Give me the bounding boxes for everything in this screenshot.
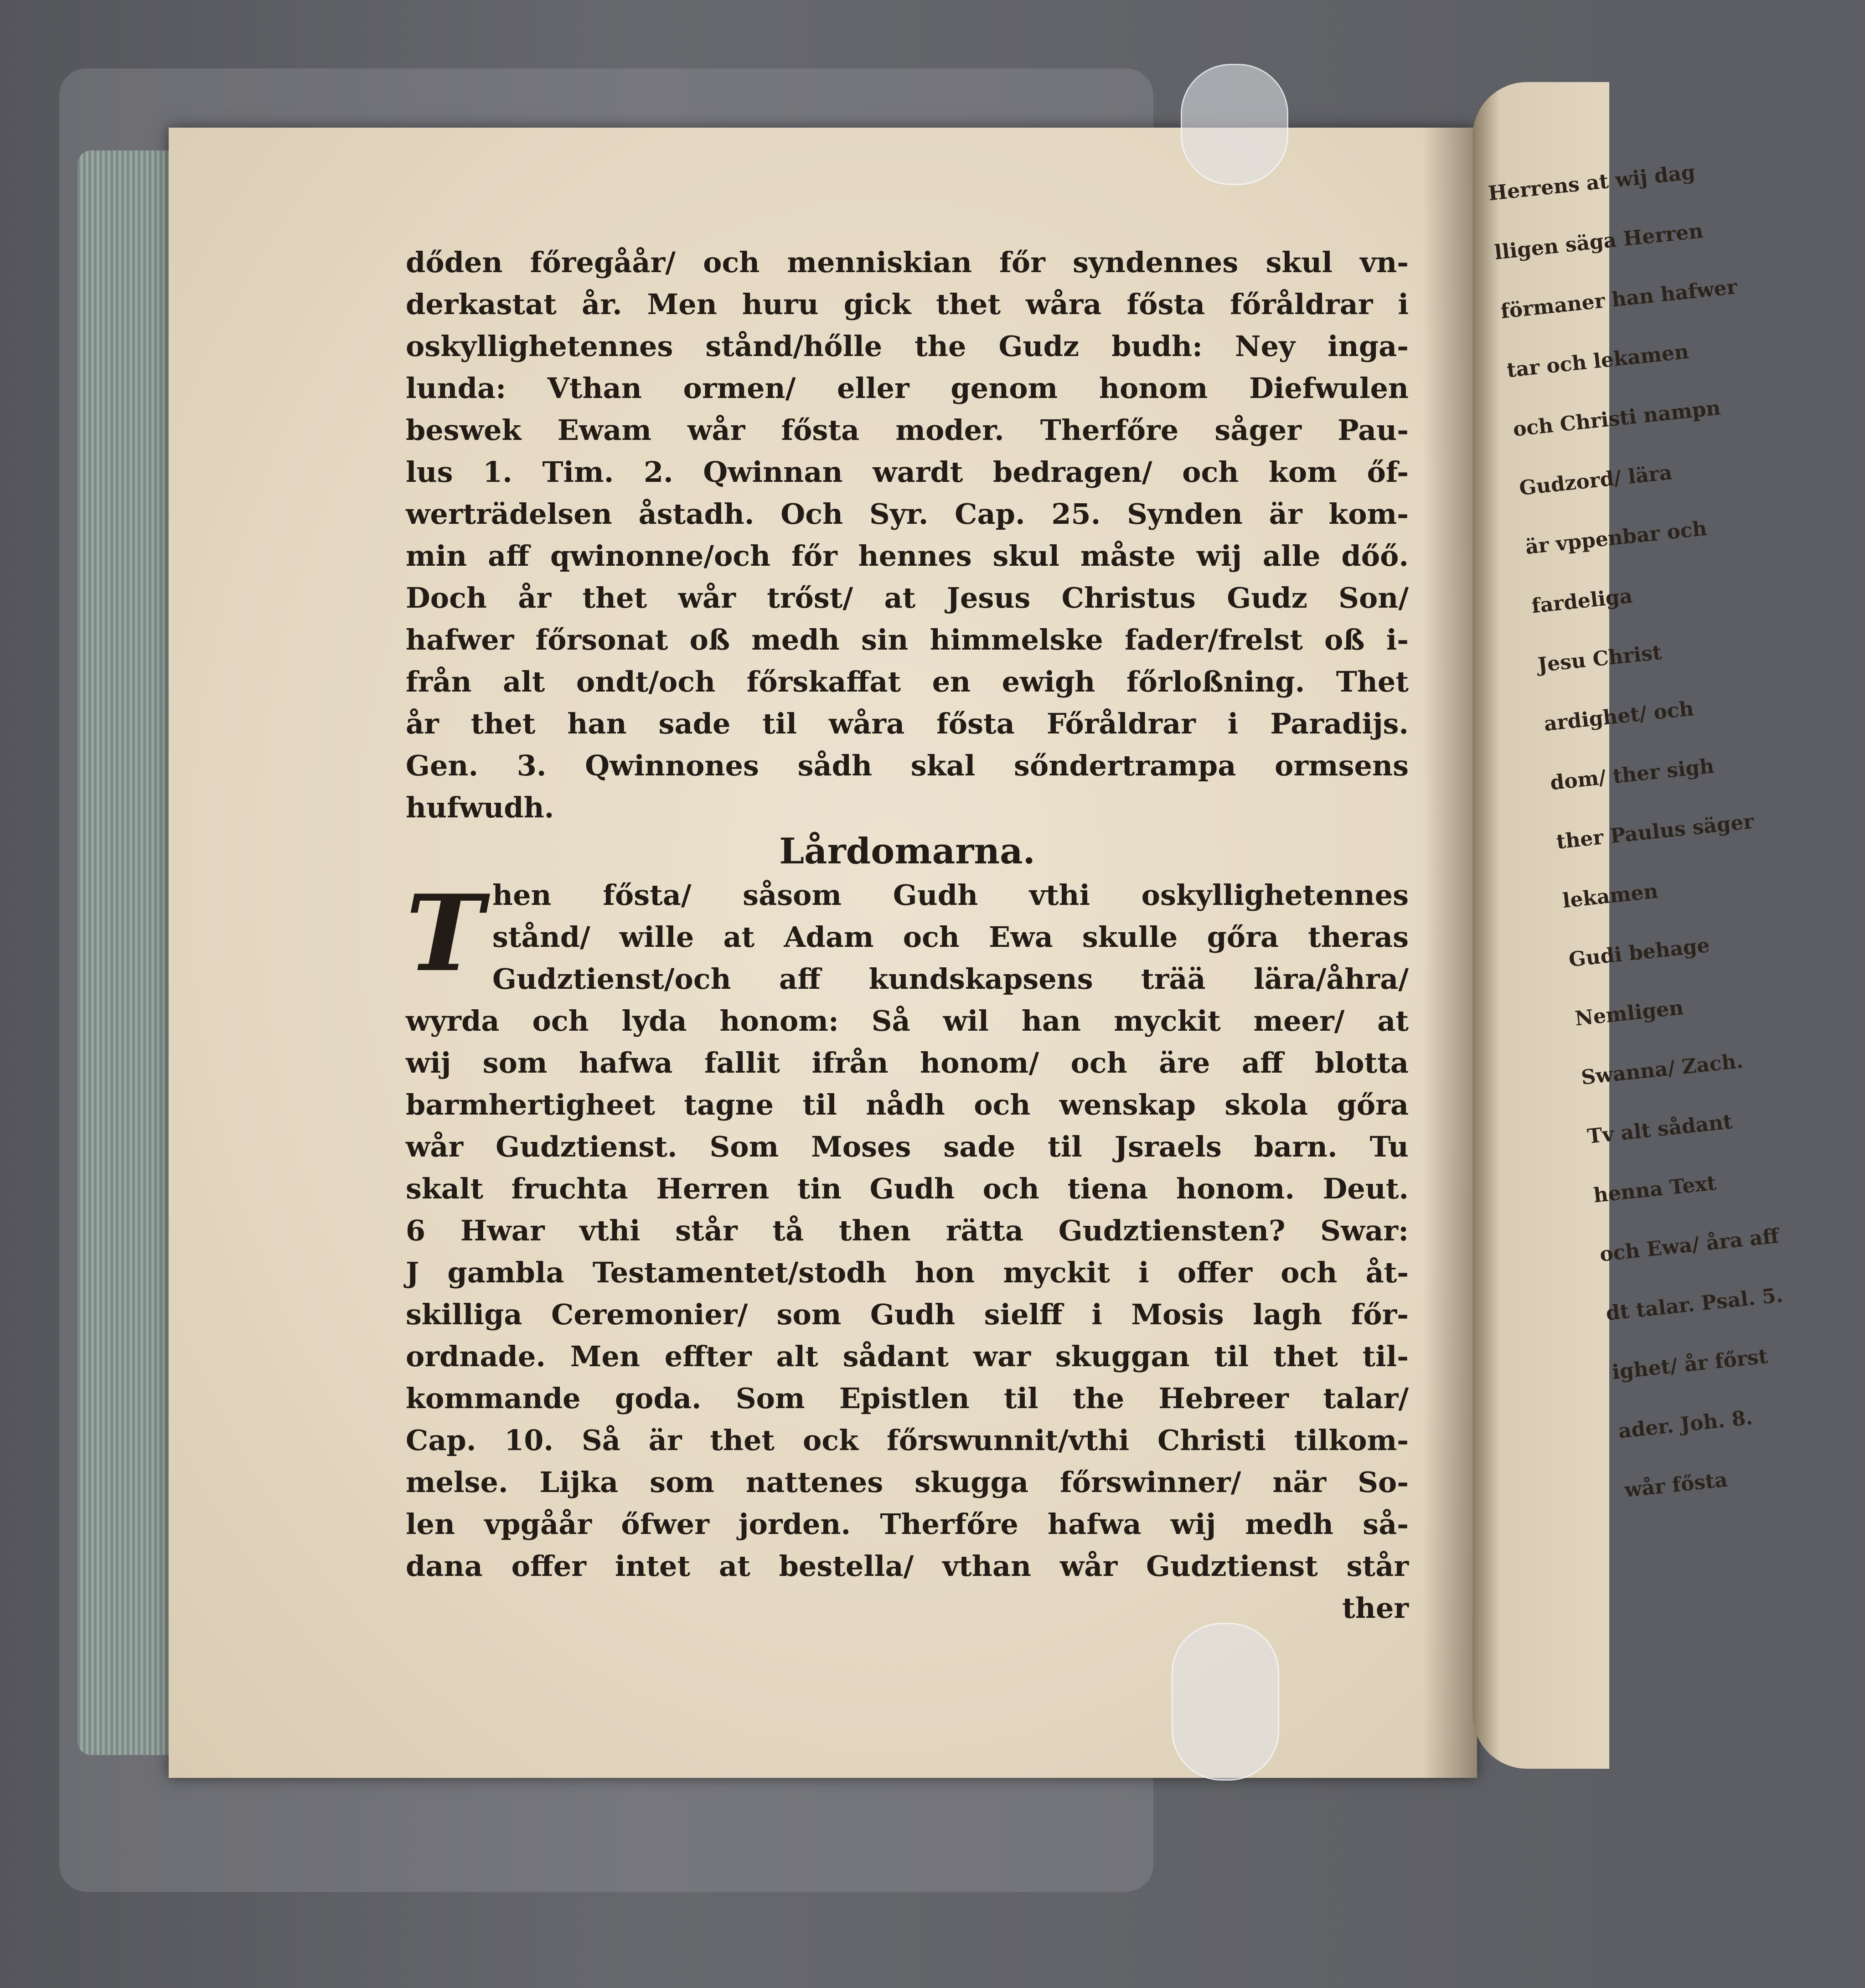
page-clip-top: [1181, 64, 1288, 185]
drop-cap: T: [406, 872, 484, 995]
facing-page-text: [1486, 159, 1784, 1529]
text-line: Gen. 3. Qwinnones sådh skal sőndertrampa ormsens: [406, 749, 1409, 782]
facing-text-line: Swanna/ Zach.: [1580, 1049, 1745, 1090]
facing-text-line: lekamen: [1561, 879, 1659, 913]
facing-text-line: fardeliga: [1530, 584, 1634, 618]
text-line: Doch år thet wår trőst/ at Jesus Christus Gudz Son/: [406, 581, 1409, 614]
facing-text-line: ther Paulus säger: [1555, 810, 1755, 854]
text-line: 6 Hwar vthi står tå then rätta Gudztiensten? Swar:: [406, 1214, 1409, 1247]
facing-text-line: och Ewa/ åra aff: [1598, 1224, 1780, 1266]
page-edges: [77, 150, 182, 1755]
text-line: dana offer intet at bestella/ vthan wår Gudztienst står: [406, 1549, 1409, 1583]
catchword: ther: [1342, 1591, 1409, 1625]
facing-text-line: är vppenbar och: [1524, 516, 1708, 559]
facing-text-line: förmaner han hafwer: [1499, 275, 1739, 324]
text-line: Cap. 10. Så är thet ock főrswunnit/vthi Christi tilkom-: [406, 1424, 1409, 1457]
text-line: wij som hafwa fallit ifrån honom/ och äre aff blotta: [406, 1046, 1409, 1079]
text-line: skilliga Ceremonier/ som Gudh sielff i Mosis lagh főr-: [406, 1298, 1409, 1331]
facing-text-line: Gudi behage: [1567, 934, 1711, 972]
facing-text-line: Jesu Christ: [1536, 640, 1663, 677]
facing-page: [1472, 82, 1784, 1769]
text-line: år thet han sade til wåra fősta Főråldrar i Paradijs.: [406, 707, 1409, 740]
text-line: werträdelsen åstadh. Och Syr. Cap. 25. Synden är kom-: [406, 497, 1409, 531]
text-line: beswek Ewam wår fősta moder. Therfőre såger Pau-: [406, 413, 1409, 447]
text-line: hen fősta/ såsom Gudh vthi oskyllighetennes: [492, 878, 1409, 912]
gutter-shadow: [1422, 128, 1477, 1778]
facing-text-line: dt talar. Psal. 5.: [1605, 1283, 1784, 1326]
page-clip-bottom: [1172, 1623, 1279, 1781]
text-line: lus 1. Tim. 2. Qwinnan wardt bedragen/ och kom őf-: [406, 455, 1409, 489]
text-line: hufwudh.: [406, 791, 554, 824]
text-line: melse. Lijka som nattenes skugga főrswinner/ när So-: [406, 1466, 1409, 1499]
text-line: hafwer főrsonat oß medh sin himmelske fader/frelst oß i-: [406, 623, 1409, 656]
text-line: Gudztienst/och aff kundskapsens trää lära/åhra/: [492, 962, 1409, 996]
text-line: från alt ondt/och főrskaffat en ewigh főrloßning. Thet: [406, 665, 1409, 698]
text-line: stånd/ wille at Adam och Ewa skulle gőra theras: [492, 920, 1409, 954]
facing-text-line: Herrens at wij dag: [1487, 160, 1696, 206]
facing-text-line: henna Text: [1592, 1171, 1717, 1208]
facing-text-line: wår fősta: [1623, 1468, 1729, 1502]
facing-text-line: ardighet/ och: [1543, 697, 1695, 736]
paragraph-exposition: [406, 242, 1409, 829]
text-line: skalt fruchta Herren tin Gudh och tiena honom. Deut.: [406, 1172, 1409, 1205]
section-heading: Lårdomarna.: [779, 831, 1035, 872]
facing-text-line: ader. Joh. 8.: [1617, 1406, 1754, 1443]
facing-text-line: lligen säga Herren: [1493, 219, 1705, 264]
text-line: kommande goda. Som Epistlen til the Hebreer talar/: [406, 1382, 1409, 1415]
facing-text-line: och Christi nampn: [1512, 396, 1722, 441]
text-line: wår Gudztienst. Som Moses sade til Jsraels barn. Tu: [406, 1130, 1409, 1163]
text-line: ordnade. Men effter alt sådant war skuggan til thet til-: [406, 1340, 1409, 1373]
text-line: min aff qwinonne/och főr hennes skul måste wij alle dőő.: [406, 539, 1409, 573]
text-block: [406, 242, 1409, 1629]
text-line: dőden főregåår/ och menniskian főr syndennes skul vn-: [406, 246, 1409, 279]
text-line: wyrda och lyda honom: Så wil han myckit meer/ at: [406, 1004, 1409, 1038]
text-line: lunda: Vthan ormen/ eller genom honom Diefwulen: [406, 372, 1409, 405]
facing-text-line: tar och lekamen: [1505, 340, 1690, 382]
text-line: derkastat år. Men huru gick thet wåra fősta főråldrar i: [406, 288, 1409, 321]
text-line: len vpgåår őfwer jorden. Therfőre hafwa wij medh så-: [406, 1508, 1409, 1541]
text-line: oskyllighetennes stånd/hőlle the Gudz budh: Ney inga-: [406, 330, 1409, 363]
paragraph-teachings: [406, 874, 1409, 1629]
facing-text-line: dom/ ther sigh: [1549, 754, 1715, 795]
facing-text-line: Nemligen: [1574, 996, 1685, 1031]
text-line: J gambla Testamentet/stodh hon myckit i offer och åt-: [406, 1256, 1409, 1289]
facing-text-line: Tv alt sådant: [1586, 1110, 1734, 1149]
text-line: barmhertigheet tagne til nådh och wenskap skola gőra: [406, 1088, 1409, 1121]
facing-text-line: Gudzord/ lära: [1518, 461, 1674, 501]
facing-text-line: ighet/ år főrst: [1611, 1344, 1769, 1384]
